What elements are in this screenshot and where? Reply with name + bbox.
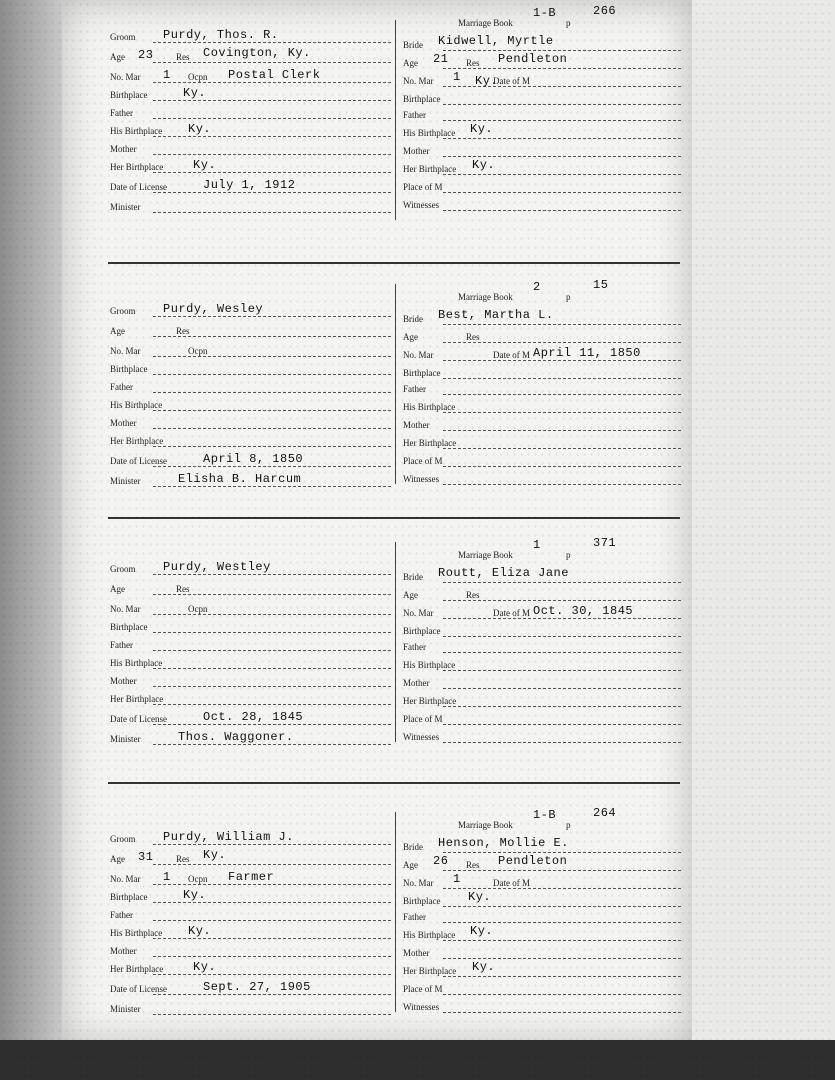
label-mother: Mother bbox=[110, 144, 137, 154]
label-birthplace: Birthplace bbox=[110, 90, 148, 100]
label-bride-father: Father bbox=[403, 642, 426, 652]
label-bride-father: Father bbox=[403, 912, 426, 922]
groom-license-value: Sept. 27, 1905 bbox=[203, 980, 311, 994]
label-bride-bride: Bride bbox=[403, 314, 423, 324]
fill-line bbox=[443, 994, 681, 995]
bride-bride-value: Henson, Mollie E. bbox=[438, 836, 569, 850]
fill-line bbox=[153, 428, 391, 429]
fill-line bbox=[153, 902, 391, 903]
fill-line bbox=[153, 704, 391, 705]
scan-left-edge bbox=[0, 0, 62, 1080]
label-her-birthplace: Her Birthplace bbox=[110, 162, 164, 172]
fill-line bbox=[443, 120, 681, 121]
fill-line bbox=[153, 974, 391, 975]
marriage-book-value: 1 bbox=[533, 538, 541, 552]
marriage-page-value: 371 bbox=[593, 536, 617, 550]
label-date-of-license: Date of License bbox=[110, 456, 167, 466]
label-marriage-book: Marriage Book bbox=[458, 18, 513, 28]
record-separator bbox=[108, 517, 680, 519]
marriage-page-value: 15 bbox=[593, 278, 609, 292]
label-bride-her-birthplace: Her Birthplace bbox=[403, 696, 457, 706]
groom-groom-no-mar-value: 1 bbox=[163, 870, 171, 884]
bride-bride-value: Best, Martha L. bbox=[438, 308, 554, 322]
fill-line bbox=[443, 394, 681, 395]
scan-right-margin bbox=[692, 0, 835, 1080]
label-res: Res bbox=[176, 52, 190, 62]
label-no-mar: No. Mar bbox=[110, 346, 141, 356]
fill-line bbox=[153, 594, 391, 595]
fill-line bbox=[443, 688, 681, 689]
column-divider bbox=[395, 20, 396, 220]
label-bride-mother: Mother bbox=[403, 146, 430, 156]
label-bride-mother: Mother bbox=[403, 678, 430, 688]
fill-line bbox=[443, 670, 681, 671]
label-minister: Minister bbox=[110, 734, 141, 744]
fill-line bbox=[153, 82, 391, 83]
label-groom: Groom bbox=[110, 306, 136, 316]
fill-line bbox=[153, 650, 391, 651]
fill-line bbox=[153, 446, 391, 447]
fill-line bbox=[153, 994, 391, 995]
label-date-of-m: Date of M bbox=[493, 878, 530, 888]
label-bride-her-birthplace: Her Birthplace bbox=[403, 438, 457, 448]
fill-line bbox=[153, 118, 391, 119]
label-bride-no-mar: No. Mar bbox=[403, 608, 434, 618]
label-bride-no-mar: No. Mar bbox=[403, 878, 434, 888]
label-bride-her-birthplace: Her Birthplace bbox=[403, 966, 457, 976]
label-bride-mother: Mother bbox=[403, 948, 430, 958]
label-birthplace: Birthplace bbox=[110, 364, 148, 374]
label-minister: Minister bbox=[110, 476, 141, 486]
label-bride-birthplace: Birthplace bbox=[403, 626, 441, 636]
label-bride-place-of-m: Place of M bbox=[403, 714, 443, 724]
label-p: p bbox=[566, 292, 571, 302]
label-bride-no-mar: No. Mar bbox=[403, 76, 434, 86]
label-bride-bride: Bride bbox=[403, 842, 423, 852]
fill-line bbox=[153, 724, 391, 725]
groom-groom-value: Purdy, Westley bbox=[163, 560, 271, 574]
label-father: Father bbox=[110, 640, 133, 650]
label-his-birthplace: His Birthplace bbox=[110, 126, 163, 136]
label-ocpn: Ocpn bbox=[188, 72, 208, 82]
label-bride-birthplace: Birthplace bbox=[403, 368, 441, 378]
groom-license-value: April 8, 1850 bbox=[203, 452, 304, 466]
label-res: Res bbox=[176, 854, 190, 864]
fill-line bbox=[443, 1012, 681, 1013]
groom-groom-value: Purdy, William J. bbox=[163, 830, 294, 844]
fill-line bbox=[153, 136, 391, 137]
marriage-record bbox=[108, 274, 683, 504]
fill-line bbox=[153, 844, 391, 845]
fill-line bbox=[153, 884, 391, 885]
fill-line bbox=[153, 62, 391, 63]
marriage-record bbox=[108, 532, 683, 762]
marriage-page-value: 266 bbox=[593, 4, 617, 18]
label-marriage-book: Marriage Book bbox=[458, 550, 513, 560]
label-his-birthplace: His Birthplace bbox=[110, 658, 163, 668]
label-bride-birthplace: Birthplace bbox=[403, 896, 441, 906]
label-date-of-m: Date of M bbox=[493, 350, 530, 360]
label-bride-age: Age bbox=[403, 58, 418, 68]
label-groom: Groom bbox=[110, 32, 136, 42]
groom-groom-no-mar-value: 1 bbox=[163, 68, 171, 82]
label-bride-witnesses: Witnesses bbox=[403, 200, 440, 210]
fill-line bbox=[443, 940, 681, 941]
groom-groom-his-birthplace-value: Ky. bbox=[188, 122, 212, 136]
groom-groom-his-birthplace-value: Ky. bbox=[188, 924, 212, 938]
fill-line bbox=[443, 50, 681, 51]
fill-line bbox=[153, 686, 391, 687]
label-bride-mother: Mother bbox=[403, 420, 430, 430]
fill-line bbox=[153, 374, 391, 375]
fill-line bbox=[153, 486, 391, 487]
fill-line bbox=[443, 600, 681, 601]
label-p: p bbox=[566, 550, 571, 560]
label-age: Age bbox=[110, 52, 125, 62]
label-bride-his-birthplace: His Birthplace bbox=[403, 128, 456, 138]
groom-groom-age-value: 23 bbox=[138, 48, 154, 62]
fill-line bbox=[443, 976, 681, 977]
label-age: Age bbox=[110, 854, 125, 864]
fill-line bbox=[443, 852, 681, 853]
fill-line bbox=[153, 172, 391, 173]
groom-res-value: Ky. bbox=[203, 848, 227, 862]
label-bride-place-of-m: Place of M bbox=[403, 182, 443, 192]
bride-date-of-m-value: April 11, 1850 bbox=[533, 346, 641, 360]
label-mother: Mother bbox=[110, 946, 137, 956]
bride-bride-value: Kidwell, Myrtle bbox=[438, 34, 554, 48]
label-bride-age: Age bbox=[403, 332, 418, 342]
fill-line bbox=[443, 104, 681, 105]
fill-line bbox=[443, 582, 681, 583]
fill-line bbox=[153, 42, 391, 43]
bride-date-of-m-value: Oct. 30, 1845 bbox=[533, 604, 634, 618]
fill-line bbox=[443, 430, 681, 431]
label-her-birthplace: Her Birthplace bbox=[110, 964, 164, 974]
label-bride-his-birthplace: His Birthplace bbox=[403, 660, 456, 670]
label-father: Father bbox=[110, 382, 133, 392]
fill-line bbox=[153, 632, 391, 633]
label-minister: Minister bbox=[110, 1004, 141, 1014]
fill-line bbox=[443, 378, 681, 379]
fill-line bbox=[443, 724, 681, 725]
fill-line bbox=[153, 212, 391, 213]
label-bride-father: Father bbox=[403, 384, 426, 394]
fill-line bbox=[153, 392, 391, 393]
label-ocpn: Ocpn bbox=[188, 604, 208, 614]
fill-line bbox=[443, 324, 681, 325]
label-bride-bride: Bride bbox=[403, 572, 423, 582]
fill-line bbox=[443, 156, 681, 157]
groom-res-value: Covington, Ky. bbox=[203, 46, 311, 60]
bride-bride-value: Routt, Eliza Jane bbox=[438, 566, 569, 580]
fill-line bbox=[443, 742, 681, 743]
label-groom: Groom bbox=[110, 564, 136, 574]
label-res: Res bbox=[176, 584, 190, 594]
label-date-of-license: Date of License bbox=[110, 984, 167, 994]
fill-line bbox=[443, 192, 681, 193]
label-ocpn: Ocpn bbox=[188, 874, 208, 884]
fill-line bbox=[443, 888, 681, 889]
fill-line bbox=[443, 652, 681, 653]
fill-line bbox=[443, 958, 681, 959]
record-separator bbox=[108, 262, 680, 264]
label-bride-witnesses: Witnesses bbox=[403, 474, 440, 484]
label-no-mar: No. Mar bbox=[110, 72, 141, 82]
fill-line bbox=[153, 614, 391, 615]
label-bride-res: Res bbox=[466, 332, 480, 342]
label-father: Father bbox=[110, 910, 133, 920]
bride-bride-no-mar-value: 1 bbox=[453, 70, 461, 84]
label-date-of-license: Date of License bbox=[110, 182, 167, 192]
label-bride-witnesses: Witnesses bbox=[403, 1002, 440, 1012]
label-no-mar: No. Mar bbox=[110, 604, 141, 614]
label-bride-his-birthplace: His Birthplace bbox=[403, 402, 456, 412]
bride-bride-his-birthplace-value: Ky. bbox=[470, 924, 494, 938]
marriage-record bbox=[108, 802, 683, 1032]
label-bride-res: Res bbox=[466, 860, 480, 870]
bride-bride-his-birthplace-value: Ky. bbox=[470, 122, 494, 136]
groom-groom-her-birthplace-value: Ky. bbox=[193, 960, 217, 974]
fill-line bbox=[153, 744, 391, 745]
marriage-book-value: 1-B bbox=[533, 6, 557, 20]
label-her-birthplace: Her Birthplace bbox=[110, 436, 164, 446]
label-p: p bbox=[566, 820, 571, 830]
groom-license-value: Oct. 28, 1845 bbox=[203, 710, 304, 724]
bride-bride-her-birthplace-value: Ky. bbox=[472, 960, 496, 974]
groom-license-value: July 1, 1912 bbox=[203, 178, 296, 192]
record-separator bbox=[108, 782, 680, 784]
fill-line bbox=[153, 668, 391, 669]
column-divider bbox=[395, 284, 396, 484]
fill-line bbox=[153, 956, 391, 957]
label-bride-her-birthplace: Her Birthplace bbox=[403, 164, 457, 174]
fill-line bbox=[443, 412, 681, 413]
label-bride-witnesses: Witnesses bbox=[403, 732, 440, 742]
groom-minister-value: Elisha B. Harcum bbox=[178, 472, 302, 486]
label-bride-age: Age bbox=[403, 860, 418, 870]
label-bride-his-birthplace: His Birthplace bbox=[403, 930, 456, 940]
label-birthplace: Birthplace bbox=[110, 622, 148, 632]
fill-line bbox=[443, 210, 681, 211]
fill-line bbox=[153, 100, 391, 101]
column-divider bbox=[395, 812, 396, 1012]
label-minister: Minister bbox=[110, 202, 141, 212]
label-his-birthplace: His Birthplace bbox=[110, 928, 163, 938]
label-no-mar: No. Mar bbox=[110, 874, 141, 884]
bride-bride-no-mar-value: 1 bbox=[453, 872, 461, 886]
marriage-book-value: 1-B bbox=[533, 808, 557, 822]
label-p: p bbox=[566, 18, 571, 28]
groom-minister-value: Thos. Waggoner. bbox=[178, 730, 294, 744]
fill-line bbox=[443, 342, 681, 343]
label-bride-res: Res bbox=[466, 590, 480, 600]
label-bride-place-of-m: Place of M bbox=[403, 456, 443, 466]
fill-line bbox=[153, 466, 391, 467]
label-father: Father bbox=[110, 108, 133, 118]
fill-line bbox=[443, 68, 681, 69]
label-bride-bride: Bride bbox=[403, 40, 423, 50]
label-age: Age bbox=[110, 584, 125, 594]
label-bride-age: Age bbox=[403, 590, 418, 600]
bride-bride-age-value: 26 bbox=[433, 854, 449, 868]
label-bride-res: Res bbox=[466, 58, 480, 68]
label-res: Res bbox=[176, 326, 190, 336]
label-marriage-book: Marriage Book bbox=[458, 292, 513, 302]
groom-groom-birthplace-value: Ky. bbox=[183, 888, 207, 902]
groom-groom-value: Purdy, Wesley bbox=[163, 302, 264, 316]
fill-line bbox=[443, 636, 681, 637]
fill-line bbox=[443, 360, 681, 361]
fill-line bbox=[153, 192, 391, 193]
groom-groom-birthplace-value: Ky. bbox=[183, 86, 207, 100]
fill-line bbox=[153, 864, 391, 865]
groom-ocpn-value: Farmer bbox=[228, 870, 275, 884]
bride-bride-her-birthplace-value: Ky. bbox=[472, 158, 496, 172]
scan-bottom-edge bbox=[0, 1040, 835, 1080]
label-age: Age bbox=[110, 326, 125, 336]
bride-bride-age-value: 21 bbox=[433, 52, 449, 66]
fill-line bbox=[153, 938, 391, 939]
fill-line bbox=[443, 466, 681, 467]
fill-line bbox=[153, 920, 391, 921]
fill-line bbox=[153, 336, 391, 337]
label-bride-no-mar: No. Mar bbox=[403, 350, 434, 360]
fill-line bbox=[153, 356, 391, 357]
bride-res-value: Pendleton bbox=[498, 854, 568, 868]
label-bride-birthplace: Birthplace bbox=[403, 94, 441, 104]
fill-line bbox=[443, 870, 681, 871]
fill-line bbox=[443, 448, 681, 449]
fill-line bbox=[153, 574, 391, 575]
marriage-record bbox=[108, 0, 683, 230]
fill-line bbox=[443, 484, 681, 485]
label-date-of-m: Date of M bbox=[493, 608, 530, 618]
fill-line bbox=[443, 906, 681, 907]
fill-line bbox=[153, 154, 391, 155]
label-ocpn: Ocpn bbox=[188, 346, 208, 356]
label-date-of-license: Date of License bbox=[110, 714, 167, 724]
fill-line bbox=[443, 138, 681, 139]
bride-bride-birthplace-value: Ky. bbox=[468, 890, 492, 904]
fill-line bbox=[443, 618, 681, 619]
bride-res-value: Pendleton bbox=[498, 52, 568, 66]
groom-groom-age-value: 31 bbox=[138, 850, 154, 864]
label-marriage-book: Marriage Book bbox=[458, 820, 513, 830]
fill-line bbox=[153, 316, 391, 317]
marriage-page-value: 264 bbox=[593, 806, 617, 820]
groom-groom-her-birthplace-value: Ky. bbox=[193, 158, 217, 172]
label-birthplace: Birthplace bbox=[110, 892, 148, 902]
label-bride-place-of-m: Place of M bbox=[403, 984, 443, 994]
groom-ocpn-value: Postal Clerk bbox=[228, 68, 321, 82]
fill-line bbox=[443, 922, 681, 923]
label-mother: Mother bbox=[110, 418, 137, 428]
fill-line bbox=[153, 1014, 391, 1015]
label-his-birthplace: His Birthplace bbox=[110, 400, 163, 410]
marriage-book-value: 2 bbox=[533, 280, 541, 294]
bride-no-mar-extra-value: Ky. bbox=[475, 74, 499, 88]
label-groom: Groom bbox=[110, 834, 136, 844]
column-divider bbox=[395, 542, 396, 742]
label-bride-father: Father bbox=[403, 110, 426, 120]
groom-groom-value: Purdy, Thos. R. bbox=[163, 28, 279, 42]
label-her-birthplace: Her Birthplace bbox=[110, 694, 164, 704]
fill-line bbox=[443, 174, 681, 175]
label-date-of-m: Date of M bbox=[493, 76, 530, 86]
fill-line bbox=[153, 410, 391, 411]
fill-line bbox=[443, 706, 681, 707]
label-mother: Mother bbox=[110, 676, 137, 686]
